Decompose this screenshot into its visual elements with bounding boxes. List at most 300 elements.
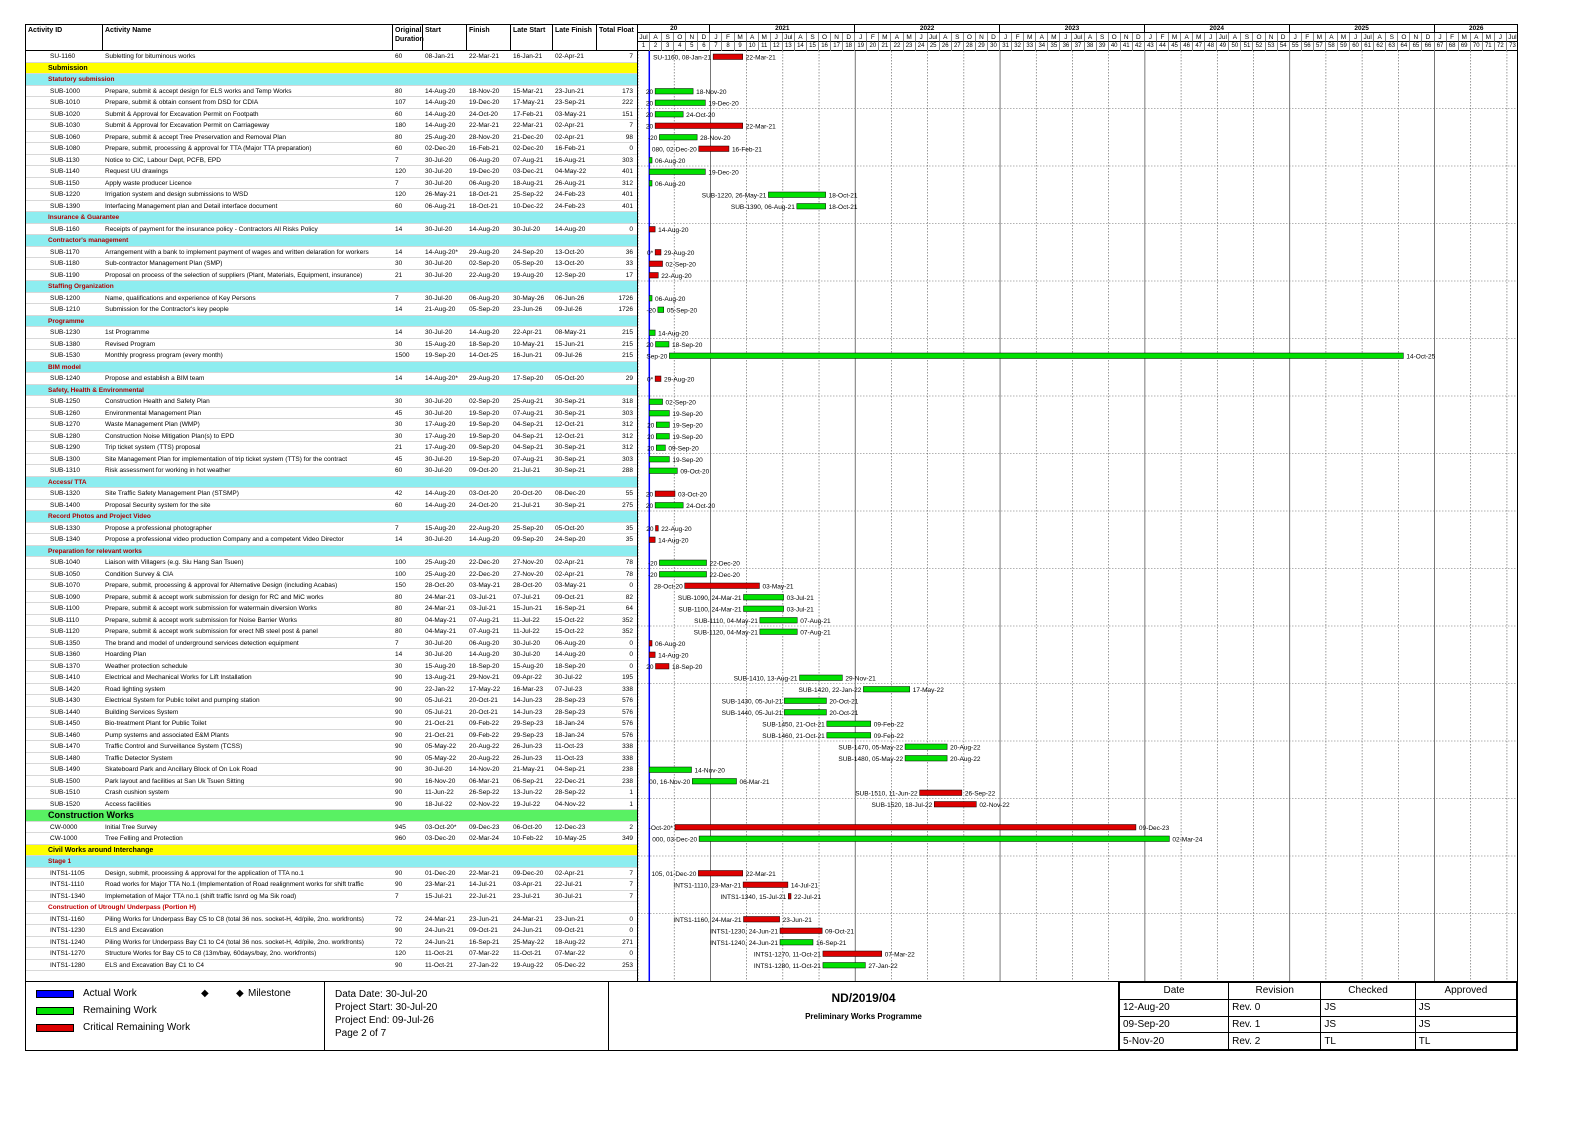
late-start: 16-Jun-21 <box>513 352 543 359</box>
bar-label-right: 14-Jul-21 <box>790 882 818 890</box>
bar-label-right: 27-Jan-22 <box>868 963 898 970</box>
late-finish: 13-Oct-20 <box>555 260 584 267</box>
activity-id: CW-0000 <box>50 823 78 831</box>
start-date: 14-Aug-20 <box>425 99 456 106</box>
table-row[interactable] <box>26 500 637 512</box>
month-label: N <box>1410 33 1422 42</box>
table-row[interactable] <box>26 557 637 569</box>
start-date: 21-Aug-20 <box>425 306 456 313</box>
month-label: A <box>1229 33 1241 42</box>
activity-name: Proposal Security system for the site <box>105 501 211 509</box>
actual-swatch <box>36 990 74 998</box>
month-label: D <box>1278 33 1290 42</box>
original-duration: 7 <box>395 639 399 647</box>
table-row[interactable] <box>26 925 637 937</box>
table-row[interactable] <box>26 327 637 339</box>
activity-name: Revised Program <box>105 340 156 348</box>
activity-name: Site Traffic Safety Management Plan (STSMP) <box>105 490 239 497</box>
start-date: 05-May-22 <box>425 743 457 750</box>
late-start: 09-Dec-20 <box>513 869 544 877</box>
month-label: D <box>1422 33 1434 42</box>
month-number: 28 <box>964 42 976 51</box>
bar-label-right: 18-Oct-21 <box>828 204 858 211</box>
month-number: 9 <box>735 42 747 51</box>
table-row[interactable] <box>26 707 637 719</box>
table-row[interactable] <box>26 822 637 834</box>
bar-label-left: 000, 03-Dec-20 <box>652 836 698 844</box>
late-start: 30-Jul-20 <box>513 639 541 647</box>
table-row[interactable] <box>26 649 637 661</box>
table-row[interactable] <box>26 948 637 960</box>
table-row[interactable] <box>26 764 637 776</box>
bar-label-right: 14-Aug-20 <box>658 652 689 660</box>
late-start: 25-Aug-21 <box>513 398 544 405</box>
table-row[interactable] <box>26 97 637 109</box>
late-start: 06-Oct-20 <box>513 823 542 831</box>
total-float: 82 <box>625 593 633 601</box>
month-label: S <box>952 33 964 42</box>
table-row[interactable] <box>26 569 637 581</box>
bar-label-left: SUB-1410, 13-Aug-21 <box>733 675 798 683</box>
activity-name: Electrical and Mechanical Works for Lift Installation <box>105 674 252 681</box>
bar-label-left: SUB-1510, 11-Jun-22 <box>855 790 918 798</box>
table-row[interactable] <box>26 523 637 535</box>
wbs-band[interactable] <box>26 511 637 523</box>
bar-label-right: 02-Sep-20 <box>665 399 696 407</box>
table-row[interactable] <box>26 201 637 213</box>
project-start: Project Start: 30-Jul-20 <box>335 1002 438 1013</box>
month-number: 53 <box>1266 42 1278 51</box>
original-duration: 72 <box>395 938 403 946</box>
revision-header-row <box>1120 983 1517 1000</box>
month-number: 26 <box>940 42 952 51</box>
remaining-bar <box>780 940 813 946</box>
table-row[interactable] <box>26 603 637 615</box>
total-float: 1726 <box>618 294 633 302</box>
bar-label-right: 14-Nov-20 <box>694 767 725 775</box>
wbs-band-label: Civil Works around Interchange <box>48 846 154 854</box>
wbs-band[interactable] <box>26 281 637 293</box>
table-row[interactable] <box>26 937 637 949</box>
month-label: M <box>879 33 891 42</box>
table-row[interactable] <box>26 178 637 190</box>
late-start: 05-Sep-20 <box>513 260 544 267</box>
rev-col-checked: Checked <box>1321 983 1415 1000</box>
wbs-band[interactable] <box>26 902 637 914</box>
activity-id: SUB-1490 <box>50 766 80 773</box>
total-float: 64 <box>625 605 633 612</box>
total-float: 29 <box>625 375 633 382</box>
month-number: 70 <box>1471 42 1483 51</box>
critical-bar <box>649 261 662 267</box>
wbs-band[interactable] <box>26 856 637 868</box>
document-title: Preliminary Works Programme <box>805 1012 922 1021</box>
table-row[interactable] <box>26 592 637 604</box>
wbs-band[interactable] <box>26 385 637 397</box>
bar-label-right: 22-Mar-21 <box>745 54 776 62</box>
late-start: 02-Dec-20 <box>513 145 544 152</box>
activity-id: SUB-1300 <box>50 455 80 463</box>
original-duration: 7 <box>395 524 399 532</box>
bar-label-left: 0* <box>646 250 654 257</box>
start-date: 18-Jul-22 <box>425 800 453 808</box>
late-finish: 14-Aug-20 <box>555 651 586 658</box>
wbs-band-label: Insurance & Guarantee <box>48 214 120 221</box>
table-row[interactable] <box>26 304 637 316</box>
activity-id: SUB-1520 <box>50 800 80 808</box>
month-label: O <box>1109 33 1121 42</box>
remaining-bar <box>669 353 1403 359</box>
start-date: 30-Jul-20 <box>425 536 453 543</box>
late-start: 10-Feb-22 <box>513 835 543 842</box>
late-finish: 04-Sep-21 <box>555 766 586 773</box>
remaining-bar <box>659 135 697 141</box>
total-float: 7 <box>629 892 633 900</box>
remaining-bar <box>760 618 797 624</box>
table-row[interactable] <box>26 718 637 730</box>
start-date: 15-Jul-21 <box>425 892 453 900</box>
original-duration: 90 <box>395 869 403 877</box>
table-row[interactable] <box>26 270 637 282</box>
month-number: 41 <box>1121 42 1133 51</box>
wbs-band[interactable] <box>26 477 637 489</box>
rev-checked: JS <box>1321 999 1415 1016</box>
start-date: 24-Jun-21 <box>425 938 455 946</box>
table-row[interactable] <box>26 166 637 178</box>
table-row[interactable] <box>26 86 637 98</box>
wbs-band[interactable] <box>26 212 637 224</box>
total-float: 303 <box>622 156 633 164</box>
month-label: M <box>1024 33 1036 42</box>
table-row[interactable] <box>26 431 637 443</box>
late-finish: 14-Aug-20 <box>555 225 586 233</box>
original-duration: 72 <box>395 915 403 923</box>
rev-date: 09-Sep-20 <box>1120 1016 1229 1033</box>
wbs-band-label: Access/ TTA <box>48 478 87 486</box>
table-row[interactable] <box>26 293 637 305</box>
activity-name: Road works for Major TTA No.1 (Implementation of Road realignment works for shift traffic <box>105 881 364 888</box>
late-start: 03-Apr-21 <box>513 881 542 888</box>
bar-label-left: 20 <box>646 664 654 671</box>
month-number: 40 <box>1109 42 1121 51</box>
month-number: 27 <box>952 42 964 51</box>
activity-id: INTS1-1340 <box>50 892 86 900</box>
late-finish: 08-Dec-20 <box>555 490 586 497</box>
bar-label-right: 14-Aug-20 <box>658 330 689 338</box>
original-duration: 960 <box>395 835 406 842</box>
month-label: J <box>855 33 867 42</box>
table-row[interactable] <box>26 396 637 408</box>
bar-label-right: 28-Nov-20 <box>700 135 731 142</box>
late-finish: 30-Jul-21 <box>555 892 583 900</box>
table-row[interactable] <box>26 109 637 121</box>
table-row[interactable] <box>26 488 637 500</box>
activity-id: SUB-1110 <box>50 616 80 624</box>
month-label: A <box>1085 33 1097 42</box>
total-float: 17 <box>625 271 633 279</box>
month-number: 34 <box>1036 42 1048 51</box>
wbs-band[interactable] <box>26 235 637 247</box>
activity-name: Prepare, submit, processing & approval for TTA (Major TTA preparation) <box>105 145 312 152</box>
footer <box>25 981 1518 1051</box>
year-label: 2024 <box>1145 25 1290 33</box>
finish-date: 05-Sep-20 <box>469 306 500 313</box>
table-row[interactable] <box>26 51 637 63</box>
table-row[interactable] <box>26 454 637 466</box>
table-row[interactable] <box>26 891 637 903</box>
late-start: 07-Aug-21 <box>513 156 544 164</box>
table-row[interactable] <box>26 143 637 155</box>
late-start: 14-Jun-23 <box>513 697 543 704</box>
year-label: 2021 <box>710 25 855 33</box>
total-float: 253 <box>622 961 633 969</box>
rev-checked: JS <box>1321 1016 1415 1033</box>
month-number: 20 <box>867 42 879 51</box>
remaining-bar <box>692 779 736 785</box>
table-row[interactable] <box>26 580 637 592</box>
activity-name: Liaison with Villagers (e.g. Siu Hang San Tsuen) <box>105 559 244 566</box>
activity-id: SUB-1030 <box>50 122 80 129</box>
rev-number: Rev. 0 <box>1229 999 1321 1016</box>
table-row[interactable] <box>26 615 637 627</box>
late-finish: 07-Jul-23 <box>555 685 583 693</box>
late-start: 14-Jun-23 <box>513 708 543 716</box>
table-row[interactable] <box>26 247 637 259</box>
table-row[interactable] <box>26 626 637 638</box>
late-finish: 23-Sep-21 <box>555 99 586 106</box>
activity-id: SUB-1240 <box>50 375 80 382</box>
table-row[interactable] <box>26 155 637 167</box>
activity-id: SUB-1390 <box>50 202 80 210</box>
col-activity-id[interactable]: Activity ID <box>26 25 103 51</box>
finish-date: 19-Sep-20 <box>469 432 500 440</box>
bar-label-right: 20-Aug-22 <box>950 744 981 752</box>
finish-date: 18-Oct-21 <box>469 202 498 210</box>
wbs-band[interactable] <box>26 845 637 857</box>
remaining-bar <box>655 89 693 95</box>
activity-name: Skateboard Park and Ancillary Block of On Lok Road <box>105 766 258 773</box>
late-finish: 02-Apr-21 <box>555 53 584 60</box>
finish-date: 29-Nov-21 <box>469 674 500 681</box>
late-start: 24-Sep-20 <box>513 248 544 256</box>
month-label: J <box>1290 33 1302 42</box>
late-finish: 02-Apr-21 <box>555 122 584 129</box>
activity-name: Trip ticket system (TTS) proposal <box>105 444 201 451</box>
rev-col-approved: Approved <box>1415 983 1516 1000</box>
bar-label-right: 19-Dec-20 <box>708 169 739 177</box>
start-date: 11-Jun-22 <box>425 789 454 796</box>
activity-id: SUB-1370 <box>50 662 80 670</box>
total-float: 576 <box>622 720 633 727</box>
table-row[interactable] <box>26 408 637 420</box>
start-date: 16-Nov-20 <box>425 777 456 785</box>
late-start: 04-Sep-21 <box>513 432 544 440</box>
wbs-band[interactable] <box>26 74 637 86</box>
col-original-duration[interactable]: Original Duration <box>393 25 423 51</box>
month-label: J <box>916 33 928 42</box>
table-row[interactable] <box>26 730 637 742</box>
table-row[interactable] <box>26 224 637 236</box>
month-number: 6 <box>698 42 710 51</box>
bar-label-left: 20 <box>645 100 654 108</box>
total-float: 0 <box>629 950 633 957</box>
col-start[interactable]: Start <box>423 25 467 51</box>
table-row[interactable] <box>26 534 637 546</box>
remaining-bar <box>649 296 652 302</box>
critical-bar <box>713 54 743 60</box>
original-duration: 1500 <box>395 352 410 359</box>
finish-date: 19-Sep-20 <box>469 409 500 417</box>
activity-name: Pump systems and associated E&M Plants <box>105 731 229 739</box>
total-float: 352 <box>622 616 633 624</box>
table-row[interactable] <box>26 258 637 270</box>
month-label: Jul <box>783 33 795 42</box>
activity-name: Bio-treatment Plant for Public Toilet <box>105 720 207 727</box>
activity-name: Prepare, submit & accept design for ELS works and Temp Works <box>105 87 292 95</box>
critical-bar <box>934 802 976 808</box>
gantt-chart <box>638 51 1518 1010</box>
start-date: 08-Jan-21 <box>425 53 455 60</box>
month-label: M <box>1169 33 1181 42</box>
original-duration: 30 <box>395 421 403 428</box>
late-finish: 15-Oct-22 <box>555 616 584 624</box>
remaining-bar <box>699 836 1169 842</box>
finish-date: 20-Aug-22 <box>469 743 500 750</box>
finish-date: 09-Oct-20 <box>469 467 498 474</box>
finish-date: 18-Sep-20 <box>469 662 500 670</box>
late-finish: 23-Jun-21 <box>555 87 585 95</box>
activity-id: SUB-1120 <box>50 628 80 635</box>
table-row[interactable] <box>26 465 637 477</box>
month-number: 15 <box>807 42 819 51</box>
wbs-band[interactable] <box>26 316 637 328</box>
month-number: 23 <box>904 42 916 51</box>
total-float: 0 <box>629 651 633 658</box>
table-row[interactable] <box>26 350 637 362</box>
wbs-band[interactable] <box>26 810 637 822</box>
table-row[interactable] <box>26 799 637 811</box>
table-row[interactable] <box>26 373 637 385</box>
table-row[interactable] <box>26 132 637 144</box>
table-row[interactable] <box>26 442 637 454</box>
month-label: A <box>795 33 807 42</box>
table-row[interactable] <box>26 672 637 684</box>
col-late-start[interactable]: Late Start <box>511 25 553 51</box>
month-number: 1 <box>638 42 650 51</box>
month-number: 32 <box>1012 42 1024 51</box>
wbs-band[interactable] <box>26 546 637 558</box>
original-duration: 90 <box>395 777 403 785</box>
late-start: 11-Jul-22 <box>513 616 540 624</box>
finish-date: 03-Oct-20 <box>469 490 498 497</box>
original-duration: 90 <box>395 800 403 808</box>
activity-name: Propose a professional video production Company and a competent Video Director <box>105 536 344 543</box>
table-row[interactable] <box>26 339 637 351</box>
month-number: 3 <box>662 42 674 51</box>
late-finish: 30-Jul-22 <box>555 674 583 681</box>
table-row[interactable] <box>26 695 637 707</box>
original-duration: 45 <box>395 455 403 463</box>
activity-name: Piling Works for Underpass Bay C1 to C4 (total 36 nos. socket-H, 4d/pile, 2no. workfronts) <box>105 938 364 946</box>
original-duration: 90 <box>395 674 403 681</box>
finish-date: 29-Aug-20 <box>469 375 500 382</box>
table-row[interactable] <box>26 914 637 926</box>
table-row[interactable] <box>26 684 637 696</box>
finish-date: 02-Sep-20 <box>469 398 500 405</box>
finish-date: 17-May-22 <box>469 685 501 693</box>
late-finish: 12-Dec-23 <box>555 823 586 831</box>
remaining-bar <box>658 307 664 313</box>
original-duration: 14 <box>395 651 403 658</box>
col-late-finish[interactable]: Late Finish <box>553 25 597 51</box>
table-row[interactable] <box>26 753 637 765</box>
finish-date: 07-Mar-22 <box>469 950 499 957</box>
activity-name: Irrigation system and design submissions to WSD <box>105 191 249 198</box>
table-row[interactable] <box>26 776 637 788</box>
table-row[interactable] <box>26 419 637 431</box>
activity-name: ELS and Excavation Bay C1 to C4 <box>105 961 205 969</box>
month-number: 39 <box>1097 42 1109 51</box>
col-activity-name[interactable]: Activity Name <box>103 25 393 51</box>
table-row[interactable] <box>26 787 637 799</box>
start-date: 06-Aug-21 <box>425 202 456 210</box>
late-start: 16-Mar-23 <box>513 685 543 693</box>
late-finish: 30-Sep-21 <box>555 467 586 474</box>
bar-label-right: 24-Oct-20 <box>686 503 716 510</box>
bar-label-right: 06-Aug-20 <box>655 296 686 303</box>
late-start: 22-Apr-21 <box>513 329 542 336</box>
col-finish[interactable]: Finish <box>467 25 511 51</box>
table-row[interactable] <box>26 120 637 132</box>
table-row[interactable] <box>26 189 637 201</box>
wbs-band[interactable] <box>26 63 637 75</box>
total-float: 35 <box>625 524 633 532</box>
critical-bar <box>649 652 655 658</box>
activity-id: SUB-1280 <box>50 432 80 440</box>
table-row[interactable] <box>26 879 637 891</box>
finish-date: 19-Dec-20 <box>469 168 500 175</box>
activity-id: SUB-1320 <box>50 490 80 497</box>
finish-date: 09-Sep-20 <box>469 444 500 451</box>
table-row[interactable] <box>26 833 637 845</box>
month-number: 44 <box>1157 42 1169 51</box>
late-finish: 06-Aug-20 <box>555 639 586 647</box>
remaining-bar <box>905 744 947 750</box>
start-date: 05-Jul-21 <box>425 708 453 716</box>
month-number: 65 <box>1410 42 1422 51</box>
table-row[interactable] <box>26 868 637 880</box>
table-row[interactable] <box>26 741 637 753</box>
original-duration: 90 <box>395 697 403 704</box>
activity-id: SUB-1250 <box>50 398 80 405</box>
start-date: 21-Oct-21 <box>425 720 454 727</box>
activity-id: INTS1-1280 <box>50 961 86 969</box>
activity-id: SUB-1340 <box>50 536 80 543</box>
month-number: 33 <box>1024 42 1036 51</box>
start-date: 30-Jul-20 <box>425 467 453 474</box>
col-total-float[interactable]: Total Float <box>597 25 638 51</box>
month-label: A <box>747 33 759 42</box>
start-date: 03-Dec-20 <box>425 835 456 842</box>
table-row[interactable] <box>26 960 637 972</box>
bar-label-left: -20 <box>648 572 658 579</box>
start-date: 22-Jan-22 <box>425 685 455 693</box>
table-row[interactable] <box>26 661 637 673</box>
remaining-bar <box>797 204 826 210</box>
wbs-band[interactable] <box>26 362 637 374</box>
month-label: F <box>722 33 734 42</box>
table-row[interactable] <box>26 638 637 650</box>
